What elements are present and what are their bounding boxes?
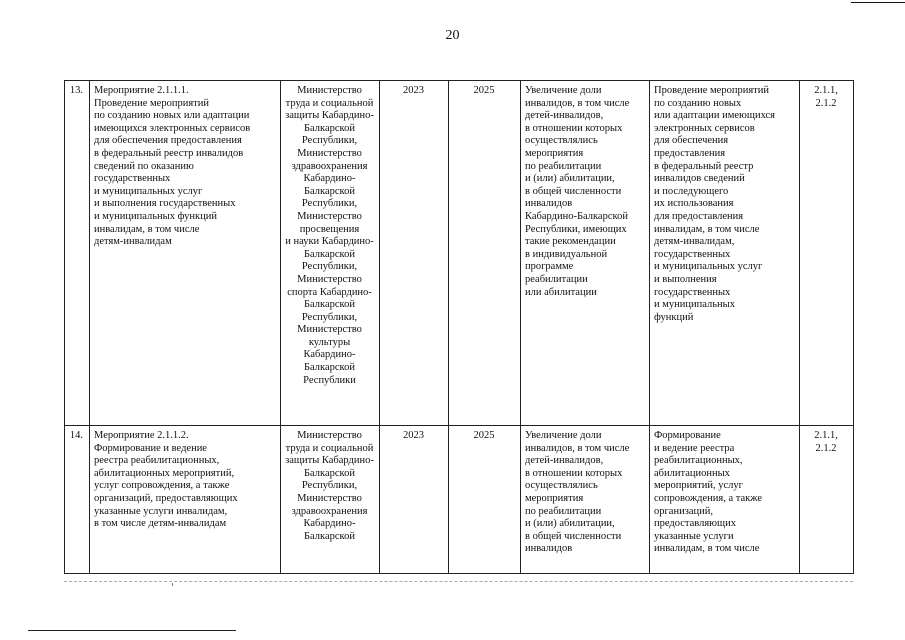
text-line: или абилитации	[525, 286, 597, 298]
row-number: 14.	[65, 426, 90, 574]
scan-mark	[172, 583, 173, 586]
text-line: Проведение мероприятий	[94, 97, 209, 109]
text-line: Кабардино-	[303, 518, 356, 530]
text-line: инвалидов, в том числе	[525, 97, 630, 109]
text-line: реабилитации	[525, 273, 588, 285]
end-year-cell: 2025	[449, 81, 521, 426]
text-line: 2.1.1,	[814, 85, 838, 96]
text-line: детей-инвалидов,	[525, 455, 604, 467]
text-line: Министерство	[297, 430, 362, 441]
text-line: инвалидов, в том числе	[525, 442, 630, 454]
text-line: в общей численности	[525, 185, 622, 197]
text-line: культуры	[308, 336, 351, 348]
text-line: абилитационных	[654, 467, 730, 479]
text-line: Балкарской	[304, 122, 355, 134]
text-line: Балкарской	[304, 299, 355, 311]
footer-rule	[28, 630, 236, 631]
text-line: для предоставления	[654, 210, 744, 222]
text-line: Республики, имеющих	[525, 223, 627, 235]
text-line: указанные услуги	[654, 530, 734, 542]
text-line: государственных	[654, 286, 731, 298]
text-line: Республики,	[301, 261, 358, 273]
text-line: защиты Кабардино-	[285, 110, 374, 122]
executor-cell	[281, 426, 380, 574]
text-line: для обеспечения	[654, 135, 729, 147]
result-cell	[650, 81, 800, 426]
text-line: по созданию новых или адаптации	[94, 110, 250, 122]
text-line: Балкарской	[304, 467, 355, 479]
text-line: инвалидов	[525, 543, 573, 555]
text-line: Балкарской	[304, 362, 355, 374]
text-line: мероприятия	[525, 492, 584, 504]
text-line: функций	[654, 311, 694, 323]
text-line: по созданию новых	[654, 97, 742, 109]
link-cell	[800, 81, 854, 426]
text-line: или адаптации имеющихся	[654, 110, 776, 122]
text-line: Министерство	[297, 147, 362, 159]
text-line: и ведение реестра	[654, 442, 735, 454]
text-line: Республики,	[301, 480, 358, 492]
text-line: труда и социальной	[285, 442, 374, 454]
text-line: инвалидам, в том числе	[654, 543, 760, 555]
text-line: Кабардино-Балкарской	[525, 210, 628, 222]
continuation-divider	[64, 581, 853, 582]
text-line: Балкарской	[304, 530, 355, 542]
text-line: Мероприятие 2.1.1.1.	[94, 85, 189, 96]
text-line: и выполнения	[654, 273, 717, 285]
event-cell	[90, 426, 281, 574]
text-line: и (или) абилитации,	[525, 518, 615, 530]
corner-rule	[851, 2, 905, 3]
text-line: такие рекомендации	[525, 236, 616, 248]
text-line: имеющихся электронных сервисов	[94, 122, 251, 134]
text-line: мероприятия	[525, 147, 584, 159]
text-line: электронных сервисов	[654, 122, 755, 134]
text-line: реабилитационных,	[654, 455, 743, 467]
text-line: Кабардино-	[303, 173, 356, 185]
executor-cell	[281, 81, 380, 426]
start-year-cell: 2023	[380, 426, 449, 574]
text-line: просвещения	[299, 223, 360, 235]
text-line: инвалидов сведений	[654, 173, 745, 185]
text-line: Балкарской	[304, 185, 355, 197]
text-line: Республики,	[301, 198, 358, 210]
text-line: и муниципальных	[654, 299, 735, 311]
text-line: Кабардино-	[303, 349, 356, 361]
table-row	[65, 426, 854, 574]
text-line: и муниципальных функций	[94, 210, 217, 222]
text-line: осуществлялись	[525, 135, 598, 147]
text-line: Формирование и ведение	[94, 442, 207, 454]
text-line: и науки Кабардино-	[285, 236, 374, 248]
text-line: программе	[525, 261, 574, 273]
measures-table	[64, 80, 854, 574]
text-line: Увеличение доли	[525, 85, 602, 96]
text-line: государственных	[654, 248, 731, 260]
text-line: в том числе детям-инвалидам	[94, 518, 227, 530]
text-line: по реабилитации	[525, 160, 602, 172]
text-line: для обеспечения предоставления	[94, 135, 242, 147]
text-line: детей-инвалидов,	[525, 110, 604, 122]
text-line: и выполнения государственных	[94, 198, 236, 210]
link-cell	[800, 426, 854, 574]
text-line: детям-инвалидам,	[654, 236, 735, 248]
start-year-cell: 2023	[380, 81, 449, 426]
text-line: Балкарской	[304, 248, 355, 260]
text-line: их использования	[654, 198, 734, 210]
text-line: 2.1.2	[815, 97, 837, 109]
text-line: Республики,	[301, 311, 358, 323]
text-line: здравоохранения	[291, 160, 368, 172]
result-cell	[650, 426, 800, 574]
text-line: предоставляющих	[654, 518, 736, 530]
text-line: 2.1.1,	[814, 430, 838, 441]
text-line: Министерство	[297, 210, 362, 222]
text-line: организаций, предоставляющих	[94, 492, 238, 504]
row-number: 13.	[65, 81, 90, 426]
text-line: инвалидам, в том числе	[94, 223, 200, 235]
event-cell	[90, 81, 281, 426]
text-line: и последующего	[654, 185, 729, 197]
text-line: указанные услуги инвалидам,	[94, 505, 228, 517]
text-line: Увеличение доли	[525, 430, 602, 441]
end-year-cell: 2025	[449, 426, 521, 574]
table-row	[65, 81, 854, 426]
indicator-cell	[521, 81, 650, 426]
text-line: детям-инвалидам	[94, 236, 172, 248]
text-line: Министерство	[297, 324, 362, 336]
text-line: предоставления	[654, 147, 726, 159]
text-line: Министерство	[297, 85, 362, 96]
text-line: в индивидуальной	[525, 248, 608, 260]
text-line: сведений по оказанию	[94, 160, 194, 172]
text-line: и муниципальных услуг	[94, 185, 203, 197]
text-line: защиты Кабардино-	[285, 455, 374, 467]
text-line: в отношении которых	[525, 467, 623, 479]
text-line: государственных	[94, 173, 171, 185]
text-line: в общей численности	[525, 530, 622, 542]
text-line: Республики,	[301, 135, 358, 147]
text-line: организаций,	[654, 505, 713, 517]
text-line: мероприятий, услуг	[654, 480, 743, 492]
text-line: 2.1.2	[815, 442, 837, 454]
text-line: спорта Кабардино-	[287, 286, 372, 298]
text-line: осуществлялись	[525, 480, 598, 492]
text-line: в федеральный реестр инвалидов	[94, 147, 244, 159]
text-line: Проведение мероприятий	[654, 85, 769, 96]
text-line: сопровождения, а также	[654, 492, 763, 504]
text-line: абилитационных мероприятий,	[94, 467, 235, 479]
text-line: здравоохранения	[291, 505, 368, 517]
indicator-cell	[521, 426, 650, 574]
text-line: в отношении которых	[525, 122, 623, 134]
text-line: и муниципальных услуг	[654, 261, 763, 273]
text-line: в федеральный реестр	[654, 160, 754, 172]
text-line: инвалидам, в том числе	[654, 223, 760, 235]
text-line: Министерство	[297, 492, 362, 504]
text-line: реестра реабилитационных,	[94, 455, 220, 467]
text-line: инвалидов	[525, 198, 573, 210]
text-line: Формирование	[654, 430, 721, 441]
text-line: и (или) абилитации,	[525, 173, 615, 185]
text-line: Мероприятие 2.1.1.2.	[94, 430, 189, 441]
text-line: труда и социальной	[285, 97, 374, 109]
text-line: услуг сопровождения, а также	[94, 480, 230, 492]
text-line: по реабилитации	[525, 505, 602, 517]
text-line: Республики	[303, 374, 356, 386]
page-number: 20	[445, 28, 460, 43]
text-line: Министерство	[297, 273, 362, 285]
